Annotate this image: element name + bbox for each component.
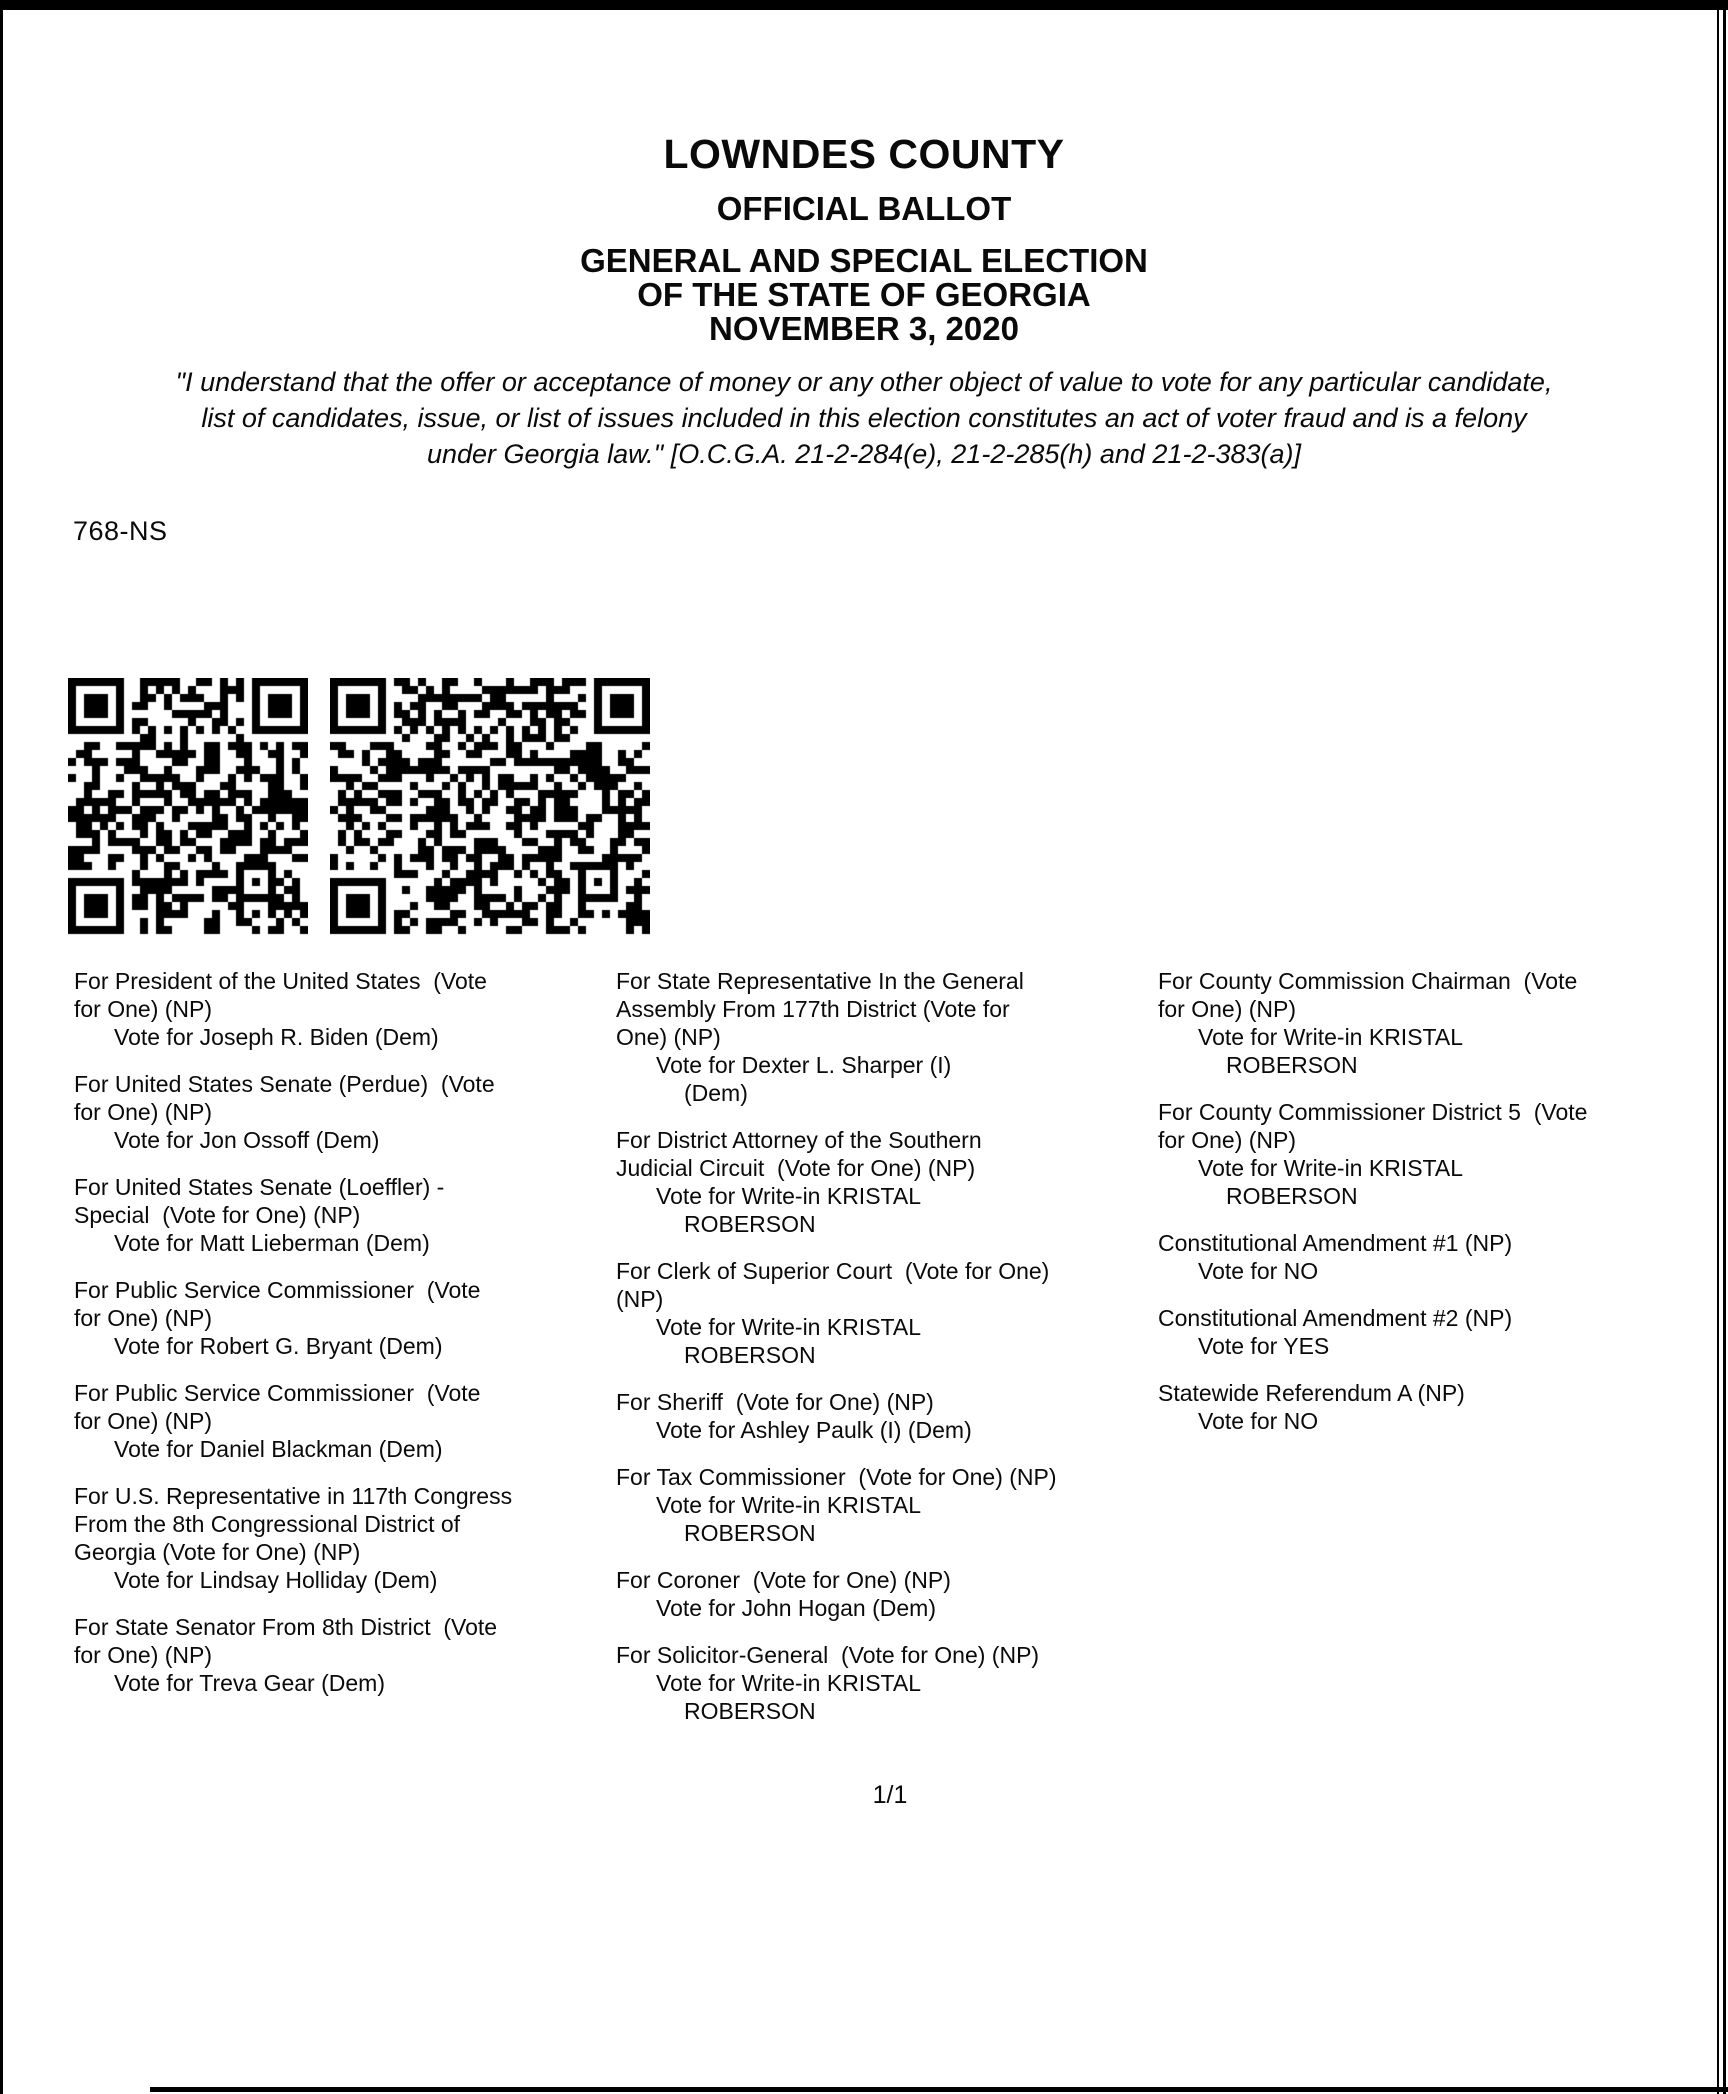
vote-selection-line: Vote for NO [1198,1258,1319,1284]
contest-title-line: Georgia (Vote for One) (NP) [74,1539,361,1565]
vote-selection-continuation: ROBERSON [684,1211,816,1237]
contest-title-line: One) (NP) [616,1024,721,1050]
vote-selection-continuation: (Dem) [684,1080,748,1106]
contest-block [616,1257,1161,1369]
contest-title-line: for One) (NP) [74,1305,213,1331]
vote-selection-line: Vote for Daniel Blackman (Dem) [114,1436,443,1462]
disclaimer-line: list of candidates, issue, or list of issues included in this election constitutes an act of voter fraud and is a felony [201,403,1527,433]
disclaimer-line: "I understand that the offer or acceptance of money or any other object of value to vote for any particular candidate, [175,367,1553,397]
ballot-style-code: 768-NS [73,516,168,546]
contest-title-line: Assembly From 177th District (Vote for [616,996,1010,1022]
vote-selection-line: Vote for Dexter L. Sharper (I) [656,1052,952,1078]
contest-block [74,967,594,1051]
contest-title-line: Statewide Referendum A (NP) [1158,1380,1465,1406]
vote-selection-continuation: ROBERSON [684,1698,816,1724]
contest-title-line: Constitutional Amendment #1 (NP) [1158,1230,1513,1256]
contest-title-line: For Public Service Commissioner (Vote [74,1380,481,1406]
contest-block [1158,1098,1728,1210]
contest-title-line: for One) (NP) [1158,996,1297,1022]
vote-selection-line: Vote for Write-in KRISTAL [1198,1024,1464,1050]
vote-selection-line: Vote for NO [1198,1408,1319,1434]
ballot-qr-code-2 [330,678,650,936]
contest-block [1158,1229,1728,1285]
contest-title-line: For United States Senate (Perdue) (Vote [74,1071,495,1097]
contest-block [1158,1379,1728,1435]
election-title-line: NOVEMBER 3, 2020 [709,310,1019,347]
vote-selection-line: Vote for Write-in KRISTAL [1198,1155,1464,1181]
contest-title-line: For Sheriff (Vote for One) (NP) [616,1389,934,1415]
contest-title-line: For County Commissioner District 5 (Vote [1158,1099,1588,1125]
contest-column-2 [616,967,1161,1744]
contest-title-line: Judicial Circuit (Vote for One) (NP) [616,1155,976,1181]
contest-title-line: For County Commission Chairman (Vote [1158,968,1578,994]
contest-title-line: For Public Service Commissioner (Vote [74,1277,481,1303]
contest-block [74,1276,594,1360]
page-number: 1/1 [872,1781,908,1809]
voter-fraud-disclaimer [0,364,1728,472]
contest-title-line: For Tax Commissioner (Vote for One) (NP) [616,1464,1057,1490]
vote-selection-line: Vote for Jon Ossoff (Dem) [114,1127,380,1153]
contest-title-line: (NP) [616,1286,664,1312]
vote-selection-line: Vote for Joseph R. Biden (Dem) [114,1024,439,1050]
contest-block [74,1379,594,1463]
vote-selection-line: Vote for Treva Gear (Dem) [114,1670,385,1696]
contest-title-line: For Coroner (Vote for One) (NP) [616,1567,951,1593]
vote-selection-line: Vote for Write-in KRISTAL [656,1314,922,1340]
contest-block [74,1173,594,1257]
contest-block [616,1641,1161,1725]
contest-title-line: For State Representative In the General [616,968,1024,994]
contest-block [616,1126,1161,1238]
ballot-type-title: OFFICIAL BALLOT [716,190,1012,227]
election-title-line: OF THE STATE OF GEORGIA [637,276,1091,313]
vote-selection-line: Vote for John Hogan (Dem) [656,1595,936,1621]
disclaimer-line: under Georgia law." [O.C.G.A. 21-2-284(e), 21-2-285(h) and 21-2-383(a)] [426,439,1302,469]
vote-selection-continuation: ROBERSON [684,1520,816,1546]
contest-block [74,1070,594,1154]
vote-selection-line: Vote for Ashley Paulk (I) (Dem) [656,1417,972,1443]
contest-title-line: for One) (NP) [74,1408,213,1434]
vote-selection-line: Vote for YES [1198,1333,1330,1359]
contest-title-line: for One) (NP) [1158,1127,1297,1153]
vote-selection-line: Vote for Write-in KRISTAL [656,1492,922,1518]
contest-block [74,1613,594,1697]
contest-title-line: For Solicitor-General (Vote for One) (NP) [616,1642,1040,1668]
vote-selection-line: Vote for Robert G. Bryant (Dem) [114,1333,443,1359]
contest-title-line: For Clerk of Superior Court (Vote for One) [616,1258,1050,1284]
scan-edge-bottom [150,2087,1728,2092]
contest-block [616,1566,1161,1622]
vote-selection-continuation: ROBERSON [1226,1052,1358,1078]
contest-title-line: From the 8th Congressional District of [74,1511,461,1537]
election-title-line: GENERAL AND SPECIAL ELECTION [580,242,1148,279]
county-title: LOWNDES COUNTY [663,131,1065,177]
contest-block [616,1388,1161,1444]
contest-title-line: For United States Senate (Loeffler) - [74,1174,445,1200]
ballot-qr-code-1 [68,678,308,936]
election-title [0,244,1728,346]
scan-edge-top [0,0,1728,10]
contest-block [1158,967,1728,1079]
vote-selection-continuation: ROBERSON [684,1342,816,1368]
contest-title-line: For State Senator From 8th District (Vote [74,1614,498,1640]
vote-selection-line: Vote for Write-in KRISTAL [656,1670,922,1696]
contest-title-line: Constitutional Amendment #2 (NP) [1158,1305,1513,1331]
contest-column-1 [74,967,594,1716]
contest-column-3 [1158,967,1728,1454]
contest-title-line: For U.S. Representative in 117th Congress [74,1483,513,1509]
vote-selection-continuation: ROBERSON [1226,1183,1358,1209]
contest-block [74,1482,594,1594]
contest-title-line: for One) (NP) [74,996,213,1022]
contest-title-line: Special (Vote for One) (NP) [74,1202,361,1228]
contest-block [1158,1304,1728,1360]
contest-title-line: For President of the United States (Vote [74,968,487,994]
contest-title-line: for One) (NP) [74,1099,213,1125]
contest-block [616,967,1161,1107]
vote-selection-line: Vote for Write-in KRISTAL [656,1183,922,1209]
vote-selection-line: Vote for Lindsay Holliday (Dem) [114,1567,438,1593]
contest-title-line: For District Attorney of the Southern [616,1127,982,1153]
vote-selection-line: Vote for Matt Lieberman (Dem) [114,1230,430,1256]
contest-title-line: for One) (NP) [74,1642,213,1668]
contest-block [616,1463,1161,1547]
